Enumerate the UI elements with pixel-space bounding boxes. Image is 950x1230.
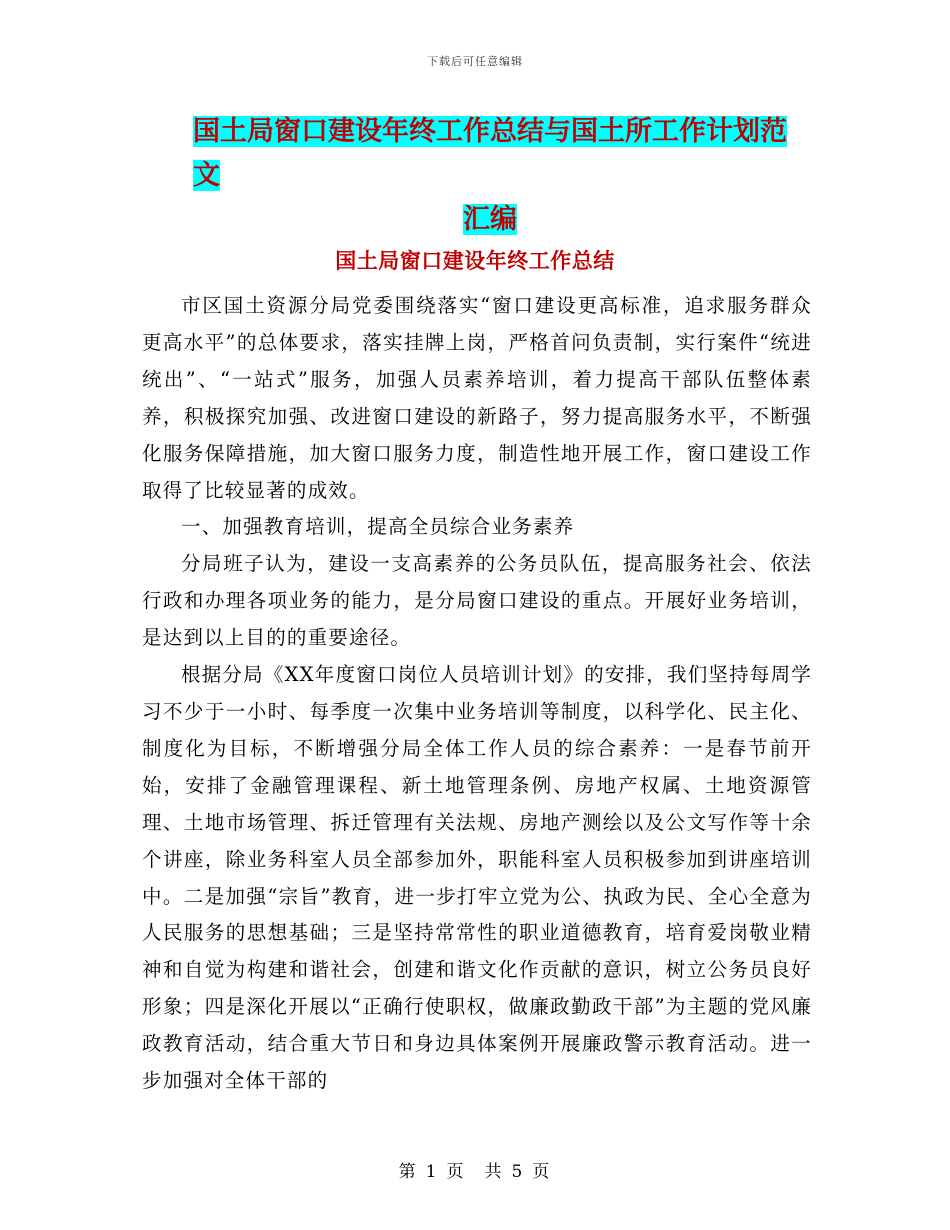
paragraph: 市区国土资源分局党委围绕落实“窗口建设更高标准，追求服务群众更高水平”的总体要求，落实挂牌上岗，严格首问负责制，实行案件“统进统出”、“一站式”服务，加强人员素养培训，着力提高干部队伍整体素养，积极探究加强、改进窗口建设的新路子，努力提高服务水平，不断强化服务保障措施，加大窗口服务力度，制造性地开展工作，窗口建设工作取得了比较显著的成效。 xyxy=(142,294,812,502)
body-text xyxy=(142,288,812,1100)
main-title xyxy=(140,110,810,242)
page-label-mid: 页 共 xyxy=(446,1162,504,1182)
page-footer xyxy=(0,1157,950,1182)
paragraph-heading: 一、加强教育培训，提高全员综合业务素养 xyxy=(181,515,575,539)
page-label-prefix: 第 xyxy=(398,1162,418,1182)
header-note: 下载后可任意编辑 xyxy=(427,55,523,68)
section-title: 国土局窗口建设年终工作总结 xyxy=(335,249,615,273)
page-total: 5 xyxy=(511,1162,525,1182)
paragraph: 根据分局《XX年度窗口岗位人员培训计划》的安排，我们坚持每周学习不少于一小时、每季度一次集中业务培训等制度，以科学化、民主化、制度化为目标，不断增强分局全体工作人员的综合素养：一是春节前开始，安排了金融管理课程、新土地管理条例、房地产权属、土地资源管理、土地市场管理、拆迁管理有关法规、房地产测绘以及公文写作等十余个讲座，除业务科室人员全部参加外，职能科室人员积极参加到讲座培训中。二是加强“宗旨”教育，进一步打牢立党为公、执政为民、全心全意为人民服务的思想基础；三是坚持常常性的职业道德教育，培育爱岗敬业精神和自觉为构建和谐社会，创建和谐文化作贡献的意识，树立公务员良好形象；四是深化开展以“正确行使职权，做廉政勤政干部”为主题的党风廉政教育活动，结合重大节日和身边具体案例开展廉政警示教育活动。进一步加强对全体干部的 xyxy=(142,663,812,1093)
main-title-line1: 国土局窗口建设年终工作总结与国土所工作计划范文 xyxy=(193,116,787,191)
page-label-suffix: 页 xyxy=(532,1162,552,1182)
page-current: 1 xyxy=(425,1162,439,1182)
paragraph: 分局班子认为，建设一支高素养的公务员队伍，提高服务社会、依法行政和办理各项业务的能力，是分局窗口建设的重点。开展好业务培训，是达到以上目的的重要途径。 xyxy=(142,552,812,650)
main-title-line2: 汇编 xyxy=(463,204,517,235)
